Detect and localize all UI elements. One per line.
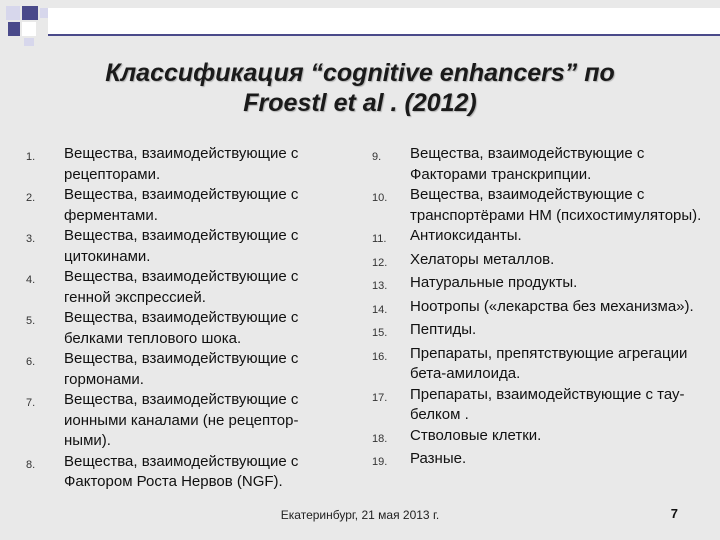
item-number: 14.: [372, 303, 388, 316]
list-item: [26, 452, 326, 493]
list-item: [372, 226, 712, 250]
item-number: 2.: [26, 192, 36, 204]
item-number: 15.: [372, 327, 388, 339]
item-text: Натуральные продукты.: [410, 274, 578, 291]
list-item: [372, 144, 712, 185]
item-text: Вещества, взаимодействующие с ферментами.: [64, 186, 299, 224]
item-text: Вещества, взаимодействующие с ионными каналами (не рецептор-ными).: [64, 391, 299, 449]
item-number: 18.: [372, 432, 388, 445]
slide-title: [40, 58, 680, 118]
list-item: [372, 250, 712, 274]
item-text: Вещества, взаимодействующие с Фактором Роста Нервов (NGF).: [64, 452, 299, 490]
decor-square: [24, 38, 34, 46]
item-number: 7.: [26, 397, 36, 409]
item-text: Препараты, взаимодействующие с тау-белком .: [410, 385, 685, 423]
decor-square: [40, 8, 48, 18]
item-number: 19.: [372, 456, 388, 468]
item-text: Вещества, взаимодействующие с белками теплового шока.: [64, 309, 299, 347]
title-line-2: Froestl et al . (2012): [243, 89, 477, 117]
item-number: 3.: [26, 233, 36, 245]
item-text: Ноотропы («лекарства без механизма»).: [410, 297, 694, 315]
right-list: [372, 144, 712, 473]
item-number: 6.: [26, 356, 36, 368]
item-number: 16.: [372, 350, 388, 363]
item-number: 1.: [26, 151, 36, 163]
list-item: [372, 385, 712, 426]
item-number: 4.: [26, 274, 36, 286]
list-item: [26, 308, 326, 349]
item-text: Вещества, взаимодействующие с гормонами.: [64, 350, 299, 388]
header-bar: [48, 8, 720, 34]
item-text: Препараты, препятствующие агрегации бета-амилоида.: [410, 344, 688, 382]
list-item: [372, 426, 712, 450]
item-number: 10.: [372, 192, 388, 204]
title-line-1: Классификация “cognitive enhancers” по: [105, 59, 615, 87]
item-text: Вещества, взаимодействующие с Факторами транскрипции.: [410, 145, 645, 183]
item-text: Хелаторы металлов.: [410, 250, 555, 268]
left-list: [26, 144, 326, 493]
decor-square: [22, 22, 36, 36]
item-number: 11.: [372, 233, 387, 245]
list-item: [372, 344, 712, 385]
list-item: [372, 297, 712, 321]
list-item: [26, 390, 326, 452]
list-item: [372, 185, 712, 226]
item-text: Вещества, взаимодействующие с рецепторами.: [64, 145, 299, 183]
decor-square: [6, 6, 20, 20]
list-item: [372, 320, 712, 344]
decor-square: [8, 22, 20, 36]
list-item: [372, 273, 712, 297]
item-text: Вещества, взаимодействующие с цитокинами.: [64, 227, 299, 265]
item-text: Стволовые клетки.: [410, 426, 542, 444]
item-text: Разные.: [410, 450, 467, 467]
page-number: 7: [670, 506, 678, 521]
item-text: Пептиды.: [410, 321, 477, 338]
list-item: [26, 267, 326, 308]
item-text: Вещества, взаимодействующие с генной экспрессией.: [64, 268, 299, 306]
list-item: [26, 226, 326, 267]
item-text: Антиоксиданты.: [410, 227, 522, 244]
footer-text: Екатеринбург, 21 мая 2013 г.: [280, 508, 440, 522]
item-number: 9.: [372, 151, 382, 163]
decor-square: [22, 6, 38, 20]
item-number: 12.: [372, 256, 388, 269]
item-number: 8.: [26, 458, 36, 471]
item-number: 17.: [372, 391, 388, 404]
list-item: [26, 144, 326, 185]
item-number: 5.: [26, 315, 36, 327]
list-item: [372, 449, 712, 473]
list-item: [26, 349, 326, 390]
header-rule: [48, 34, 720, 36]
list-item: [26, 185, 326, 226]
item-number: 13.: [372, 280, 388, 292]
item-text: Вещества, взаимодействующие с транспортёрами НМ (психостимуляторы).: [410, 186, 702, 224]
